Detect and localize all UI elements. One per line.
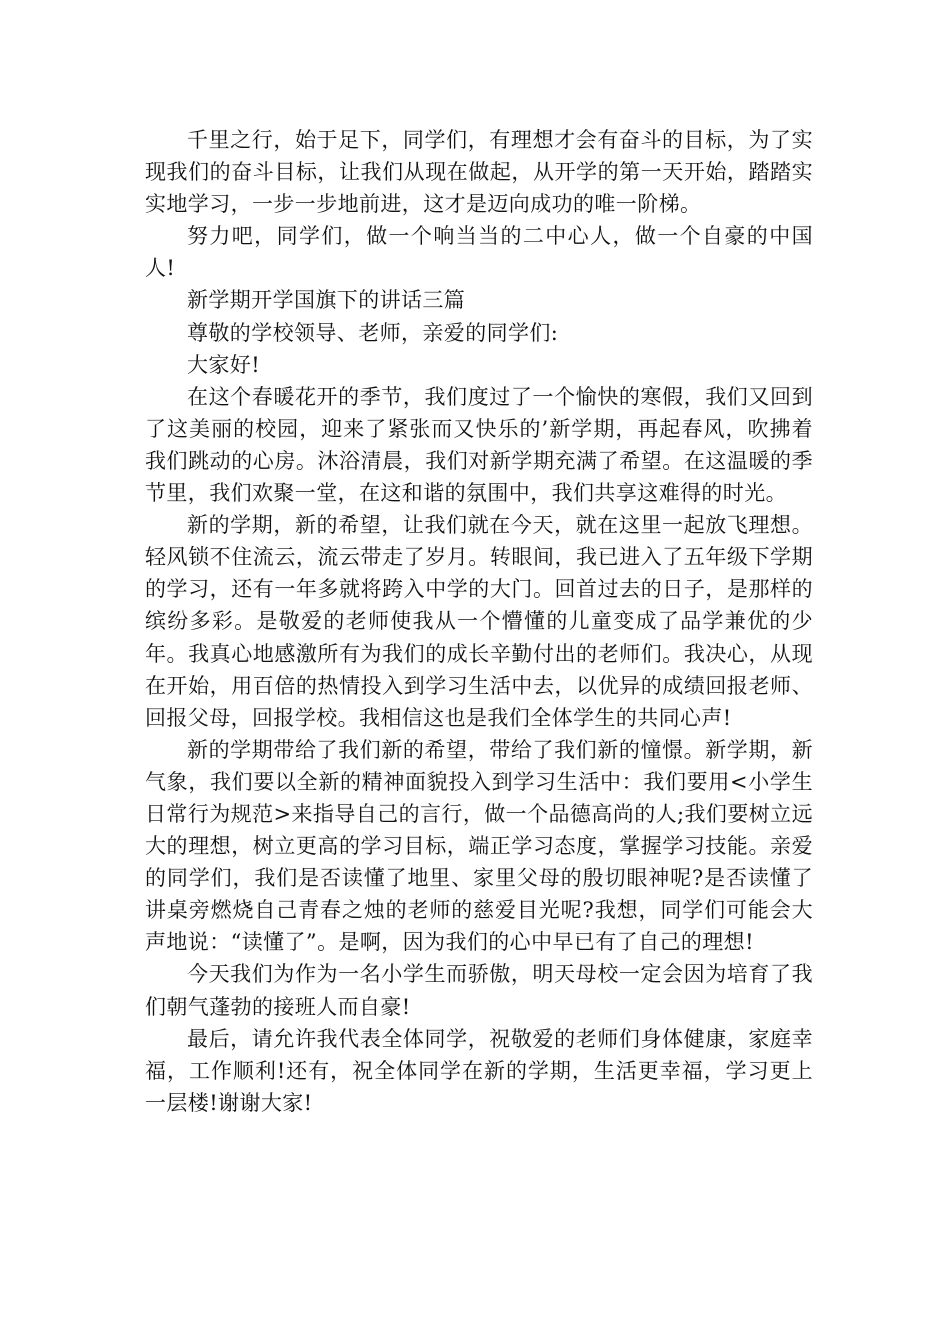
closing-paragraph: 最后，请允许我代表全体同学，祝敬爱的老师们身体健康，家庭幸福，工作顺利!还有，祝全体同学在新的学期，生活更幸福，学习更上一层楼!谢谢大家!	[145, 1026, 813, 1115]
paragraph: 新的学期带给了我们新的希望，带给了我们新的憧憬。新学期，新气象，我们要以全新的精神面貌投入到学习生活中：我们要用<小学生日常行为规范>来指导自己的言行，做一个品德高尚的人;我们要树立远大的理想，树立更高的学习目标，端正学习态度，掌握学习技能。亲爱的同学们，我们是否读懂了地里、家里父母的殷切眼神呢?是否读懂了讲桌旁燃烧自己青春之烛的老师的慈爱目光呢?我想，同学们可能会大声地说：“读懂了”。是啊，因为我们的心中早已有了自己的理想!	[145, 737, 813, 955]
salutation: 尊敬的学校领导、老师，亲爱的同学们:	[187, 320, 559, 345]
paragraph: 新的学期，新的希望，让我们就在今天，就在这里一起放飞理想。轻风锁不住流云，流云带走了岁月。转眼间，我已进入了五年级下学期的学习，还有一年多就将跨入中学的大门。回首过去的日子，是那样的缤纷多彩。是敬爱的老师使我从一个懵懂的儿童变成了品学兼优的少年。我真心地感激所有为我们的成长辛勤付出的老师们。我决心，从现在开始，用百倍的热情投入到学习生活中去，以优异的成绩回报老师、回报父母，回报学校。我相信这也是我们全体学生的共同心声!	[145, 513, 813, 730]
section-title: 新学期开学国旗下的讲话三篇	[187, 288, 466, 313]
paragraph: 努力吧，同学们，做一个响当当的二中心人，做一个自豪的中国人!	[145, 224, 813, 281]
document-body	[145, 124, 813, 1119]
paragraph: 在这个春暖花开的季节，我们度过了一个愉快的寒假，我们又回到了这美丽的校园，迎来了紧张而又快乐的’新学期，再起春风，吹拂着我们跳动的心房。沐浴清晨，我们对新学期充满了希望。在这温暖的季节里，我们欢聚一堂，在这和谐的氛围中，我们共享这难得的时光。	[145, 384, 813, 506]
paragraph: 今天我们为作为一名小学生而骄傲，明天母校一定会因为培育了我们朝气蓬勃的接班人而自豪!	[145, 962, 813, 1019]
greeting: 大家好!	[187, 352, 261, 377]
paragraph: 千里之行，始于足下，同学们，有理想才会有奋斗的目标，为了实现我们的奋斗目标，让我们从现在做起，从开学的第一天开始，踏踏实实地学习，一步一步地前进，这才是迈向成功的唯一阶梯。	[145, 128, 813, 217]
